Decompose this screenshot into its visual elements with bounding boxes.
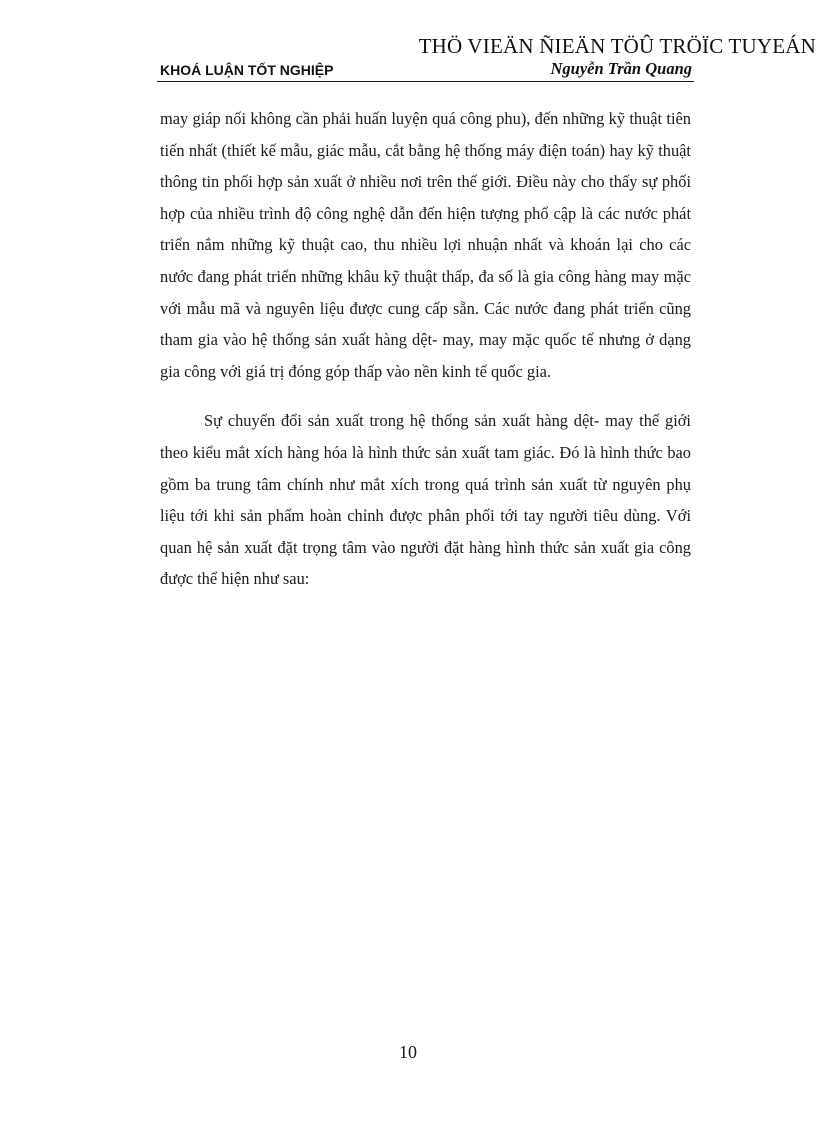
paragraph-1: may giáp nối không cần phải huấn luyện quá công phu), đến những kỹ thuật tiên tiến nhất (thiết kế mẫu, giác mẫu, cắt bằng hệ thống máy điện toán) hay kỹ thuật thông tin phối hợp sản xuất ở nhiều nơi trên thế giới. Điều này cho thấy sự phối hợp của nhiều trình độ công nghệ dẫn đến hiện tượng phổ cập là các nước phát triển nắm những kỹ thuật cao, thu nhiều lợi nhuận nhất và khoán lại cho các nước đang phát triển những khâu kỹ thuật thấp, đa số là gia công hàng may mặc với mẫu mã và nguyên liệu được cung cấp sẵn. Các nước đang phát triển cũng tham gia vào hệ thống sản xuất hàng dệt- may, may mặc quốc tế nhưng ở dạng gia công với giá trị đóng góp thấp vào nền kinh tế quốc gia. bbox=[160, 109, 691, 381]
header-divider bbox=[157, 81, 694, 82]
paragraph-2: Sự chuyển đổi sản xuất trong hệ thống sản xuất hàng dệt- may thế giới theo kiểu mắt xích hàng hóa là hình thức sản xuất tam giác. Đó là hình thức bao gồm ba trung tâm chính như mắt xích trong quá trình sản xuất từ nguyên phụ liệu tới khi sản phẩm hoàn chỉnh được phân phối tới tay người tiêu dùng. Với quan hệ sản xuất đặt trọng tâm vào người đặt hàng hình thức sản xuất gia công được thể hiện như sau: bbox=[160, 411, 691, 589]
author-name: Nguyễn Trần Quang bbox=[550, 59, 692, 78]
body-text bbox=[160, 103, 691, 595]
page-number: 10 bbox=[399, 1042, 417, 1062]
library-watermark: THÖ VIEÄN ÑIEÄN TÖÛ TRÖÏC TUYEÁN bbox=[418, 34, 816, 58]
thesis-header-title: KHOÁ LUẬN TỐT NGHIỆP bbox=[160, 62, 334, 78]
